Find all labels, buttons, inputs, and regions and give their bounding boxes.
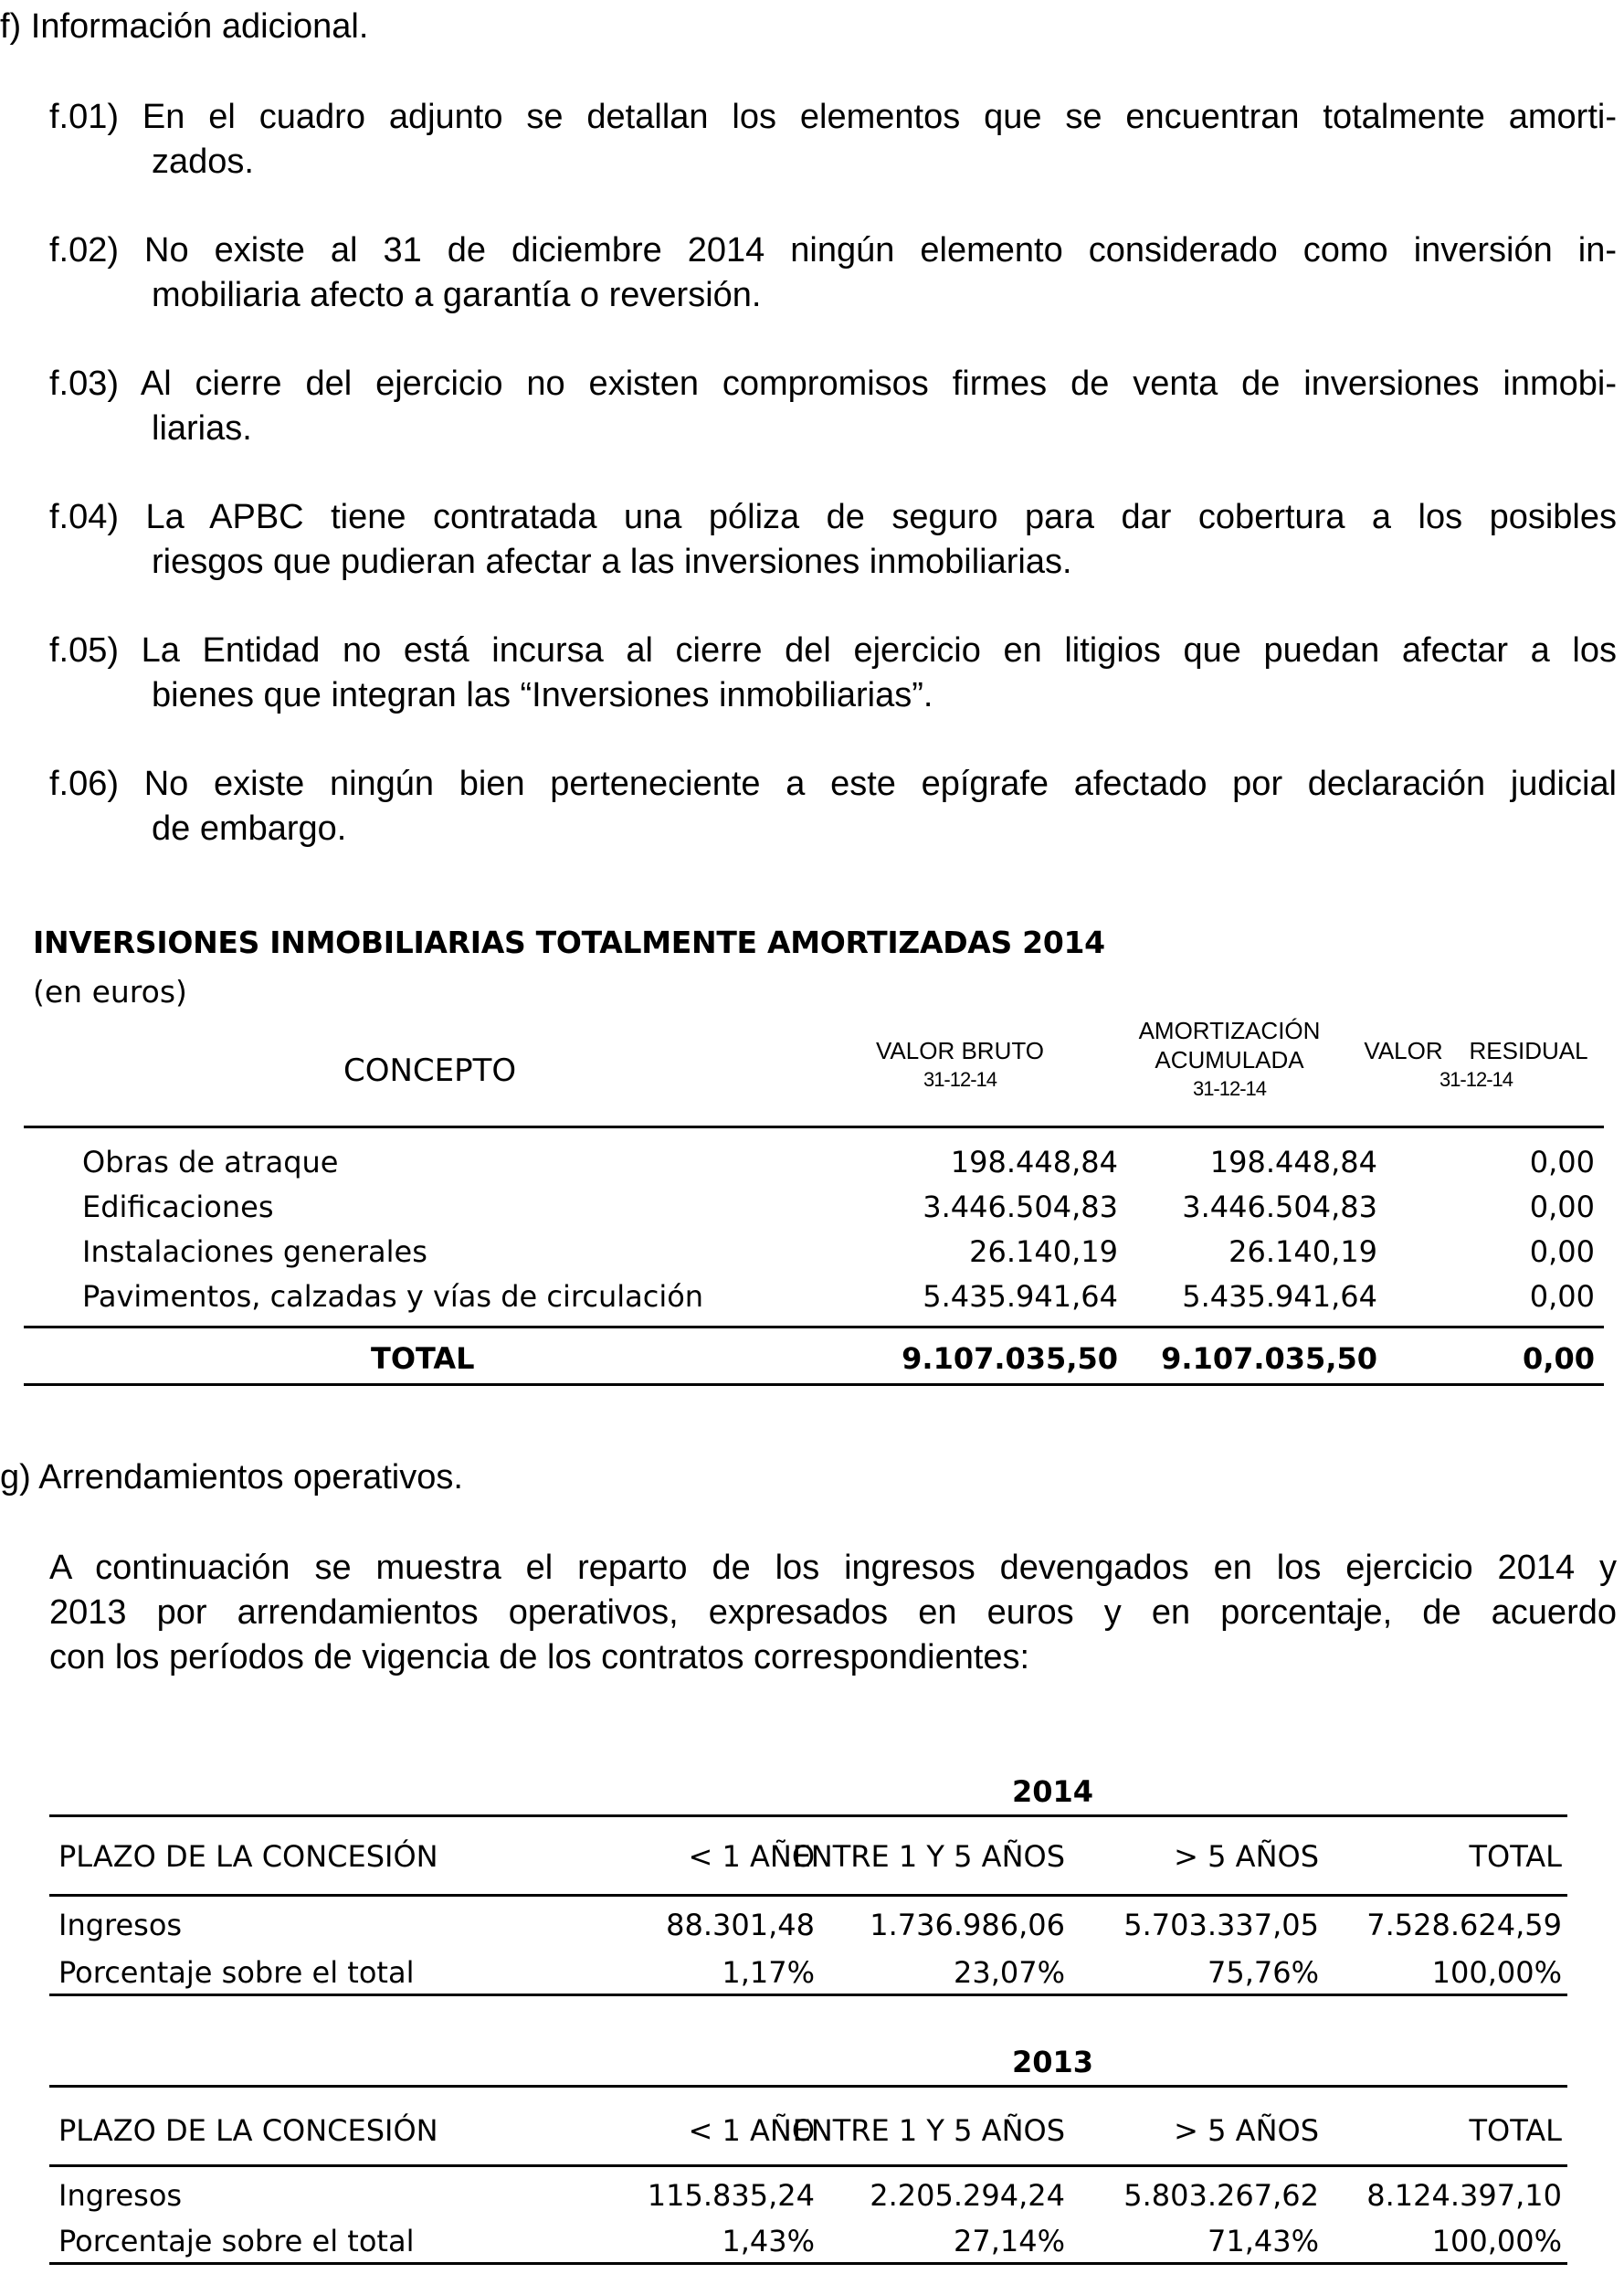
row-label: Ingresos [58, 1908, 183, 1942]
row-residual: 0,00 [1529, 1145, 1595, 1179]
amortized-table [24, 1016, 1604, 1386]
table-row [49, 1900, 1567, 1948]
paragraph-line: f.04) La APBC tiene contratada una póliza de seguro para dar cobertura a los posibles [49, 498, 1617, 536]
row-residual: 0,00 [1529, 1234, 1595, 1269]
paragraph-line: riesgos que pudieran afectar a las inversiones inmobiliarias. [152, 543, 1072, 581]
header-1to5: ENTRE 1 Y 5 AÑOS [792, 2113, 1065, 2148]
table-row [24, 1227, 1604, 1272]
paragraph-line: de embargo. [152, 809, 347, 848]
row-value: 88.301,48 [666, 1908, 815, 1942]
row-residual: 0,00 [1529, 1190, 1595, 1224]
paragraph-f02 [49, 228, 1617, 318]
header-date: 31-12-14 [1439, 1068, 1513, 1091]
header-1to5: ENTRE 1 Y 5 AÑOS [792, 1839, 1065, 1874]
table-year: 2013 [1012, 2045, 1094, 2079]
row-concepto: Pavimentos, calzadas y vías de circulación [82, 1279, 704, 1314]
table-body [24, 1128, 1604, 1328]
row-value: 100,00% [1431, 2224, 1562, 2258]
header-total: TOTAL [1469, 1839, 1562, 1874]
row-value: 1,17% [722, 1955, 815, 1990]
paragraph-line: 2013 por arrendamientos operativos, expresados en euros y en porcentaje, de acuerdo [49, 1593, 1617, 1632]
header-label: ACUMULADA [1155, 1046, 1304, 1074]
paragraph-line: liarias. [152, 409, 252, 448]
table-row [24, 1272, 1604, 1317]
row-concepto: Instalaciones generales [82, 1234, 427, 1269]
row-bruto: 26.140,19 [969, 1234, 1118, 1269]
header-amortizacion [1111, 1016, 1348, 1104]
paragraph-f01 [49, 95, 1617, 185]
row-label: Porcentaje sobre el total [58, 2224, 415, 2258]
row-bruto: 198.448,84 [950, 1145, 1118, 1179]
section-g-heading: g) Arrendamientos operativos. [0, 1458, 463, 1497]
row-bruto: 3.446.504,83 [923, 1190, 1118, 1224]
header-date: 31-12-14 [923, 1068, 997, 1091]
row-value: 7.528.624,59 [1366, 1908, 1562, 1942]
row-value: 100,00% [1431, 1955, 1562, 1990]
table-year-header [49, 1772, 1567, 1817]
row-value: 71,43% [1207, 2224, 1319, 2258]
row-value: 5.803.267,62 [1123, 2178, 1319, 2213]
header-label: VALOR RESIDUAL [1364, 1037, 1588, 1064]
row-bruto: 5.435.941,64 [923, 1279, 1118, 1314]
header-lt1: < 1 AÑO [688, 1839, 815, 1874]
header-label: AMORTIZACIÓN [1138, 1017, 1321, 1044]
paragraph-f04 [49, 495, 1617, 585]
row-value: 5.703.337,05 [1123, 1908, 1319, 1942]
row-concepto: Obras de atraque [82, 1145, 339, 1179]
row-amort: 5.435.941,64 [1182, 1279, 1377, 1314]
table-row [49, 2171, 1567, 2218]
row-residual: 0,00 [1529, 1279, 1595, 1314]
table-total-row [24, 1328, 1604, 1386]
table-row [49, 1948, 1567, 1996]
paragraph-f06 [49, 762, 1617, 851]
section-f-heading: f) Información adicional. [0, 7, 369, 46]
row-amort: 198.448,84 [1209, 1145, 1377, 1179]
header-concepto: CONCEPTO [343, 1052, 517, 1089]
row-value: 75,76% [1207, 1955, 1319, 1990]
row-concepto: Edificaciones [82, 1190, 274, 1224]
amortized-table-title: INVERSIONES INMOBILIARIAS TOTALMENTE AMORTIZADAS 2014 [33, 925, 1105, 960]
paragraph-f03 [49, 362, 1617, 451]
paragraph-line: f.03) Al cierre del ejercicio no existen compromisos firmes de venta de inversiones inmobi- [49, 365, 1617, 403]
row-label: Ingresos [58, 2178, 183, 2213]
header-residual [1348, 1036, 1604, 1095]
total-label: TOTAL [371, 1341, 475, 1376]
header-plazo: PLAZO DE LA CONCESIÓN [58, 1839, 438, 1874]
row-amort: 26.140,19 [1229, 1234, 1377, 1269]
paragraph-line: f.06) No existe ningún bien perteneciente a este epígrafe afectado por declaración judicial [49, 765, 1617, 803]
header-label: VALOR BRUTO [876, 1037, 1044, 1064]
paragraph-line: mobiliaria afecto a garantía o reversión. [152, 276, 762, 314]
row-value: 115.835,24 [647, 2178, 815, 2213]
header-plazo: PLAZO DE LA CONCESIÓN [58, 2113, 438, 2148]
table-row [24, 1182, 1604, 1227]
paragraph-line: bienes que integran las “Inversiones inmobiliarias”. [152, 676, 933, 714]
table-header [49, 1817, 1567, 1897]
row-value: 8.124.397,10 [1366, 2178, 1562, 2213]
header-valor-bruto [846, 1036, 1074, 1095]
table-header [49, 2088, 1567, 2167]
row-value: 1,43% [722, 2224, 815, 2258]
lease-table-2014 [49, 1772, 1567, 1996]
paragraph-line: f.01) En el cuadro adjunto se detallan los elementos que se encuentran totalmente amorti- [49, 98, 1617, 136]
row-value: 2.205.294,24 [870, 2178, 1065, 2213]
header-date: 31-12-14 [1192, 1077, 1267, 1100]
table-year: 2014 [1012, 1774, 1094, 1809]
header-lt1: < 1 AÑO [688, 2113, 815, 2148]
header-total: TOTAL [1469, 2113, 1562, 2148]
total-bruto: 9.107.035,50 [902, 1341, 1118, 1376]
paragraph-line: con los períodos de vigencia de los contratos correspondientes: [49, 1638, 1030, 1676]
header-gt5: > 5 AÑOS [1174, 1839, 1319, 1874]
table-year-header [49, 2043, 1567, 2088]
paragraph-line: f.05) La Entidad no está incursa al cierre del ejercicio en litigios que puedan afectar a los [49, 631, 1617, 670]
table-row [24, 1137, 1604, 1182]
amortized-table-subtitle: (en euros) [33, 974, 187, 1010]
paragraph-line: f.02) No existe al 31 de diciembre 2014 ningún elemento considerado como inversión in- [49, 231, 1617, 270]
paragraph-line: A continuación se muestra el reparto de los ingresos devengados en los ejercicio 2014 y [49, 1549, 1617, 1587]
row-value: 27,14% [953, 2224, 1065, 2258]
paragraph-line: zados. [152, 143, 254, 181]
lease-table-2013 [49, 2043, 1567, 2265]
header-gt5: > 5 AÑOS [1174, 2113, 1319, 2148]
total-amort: 9.107.035,50 [1161, 1341, 1377, 1376]
row-amort: 3.446.504,83 [1182, 1190, 1377, 1224]
section-g-intro [49, 1546, 1617, 1680]
row-value: 23,07% [953, 1955, 1065, 1990]
row-label: Porcentaje sobre el total [58, 1955, 415, 1990]
paragraph-f05 [49, 629, 1617, 718]
row-value: 1.736.986,06 [870, 1908, 1065, 1942]
total-residual: 0,00 [1523, 1341, 1595, 1376]
table-row [49, 2218, 1567, 2265]
table-header [24, 1016, 1604, 1128]
